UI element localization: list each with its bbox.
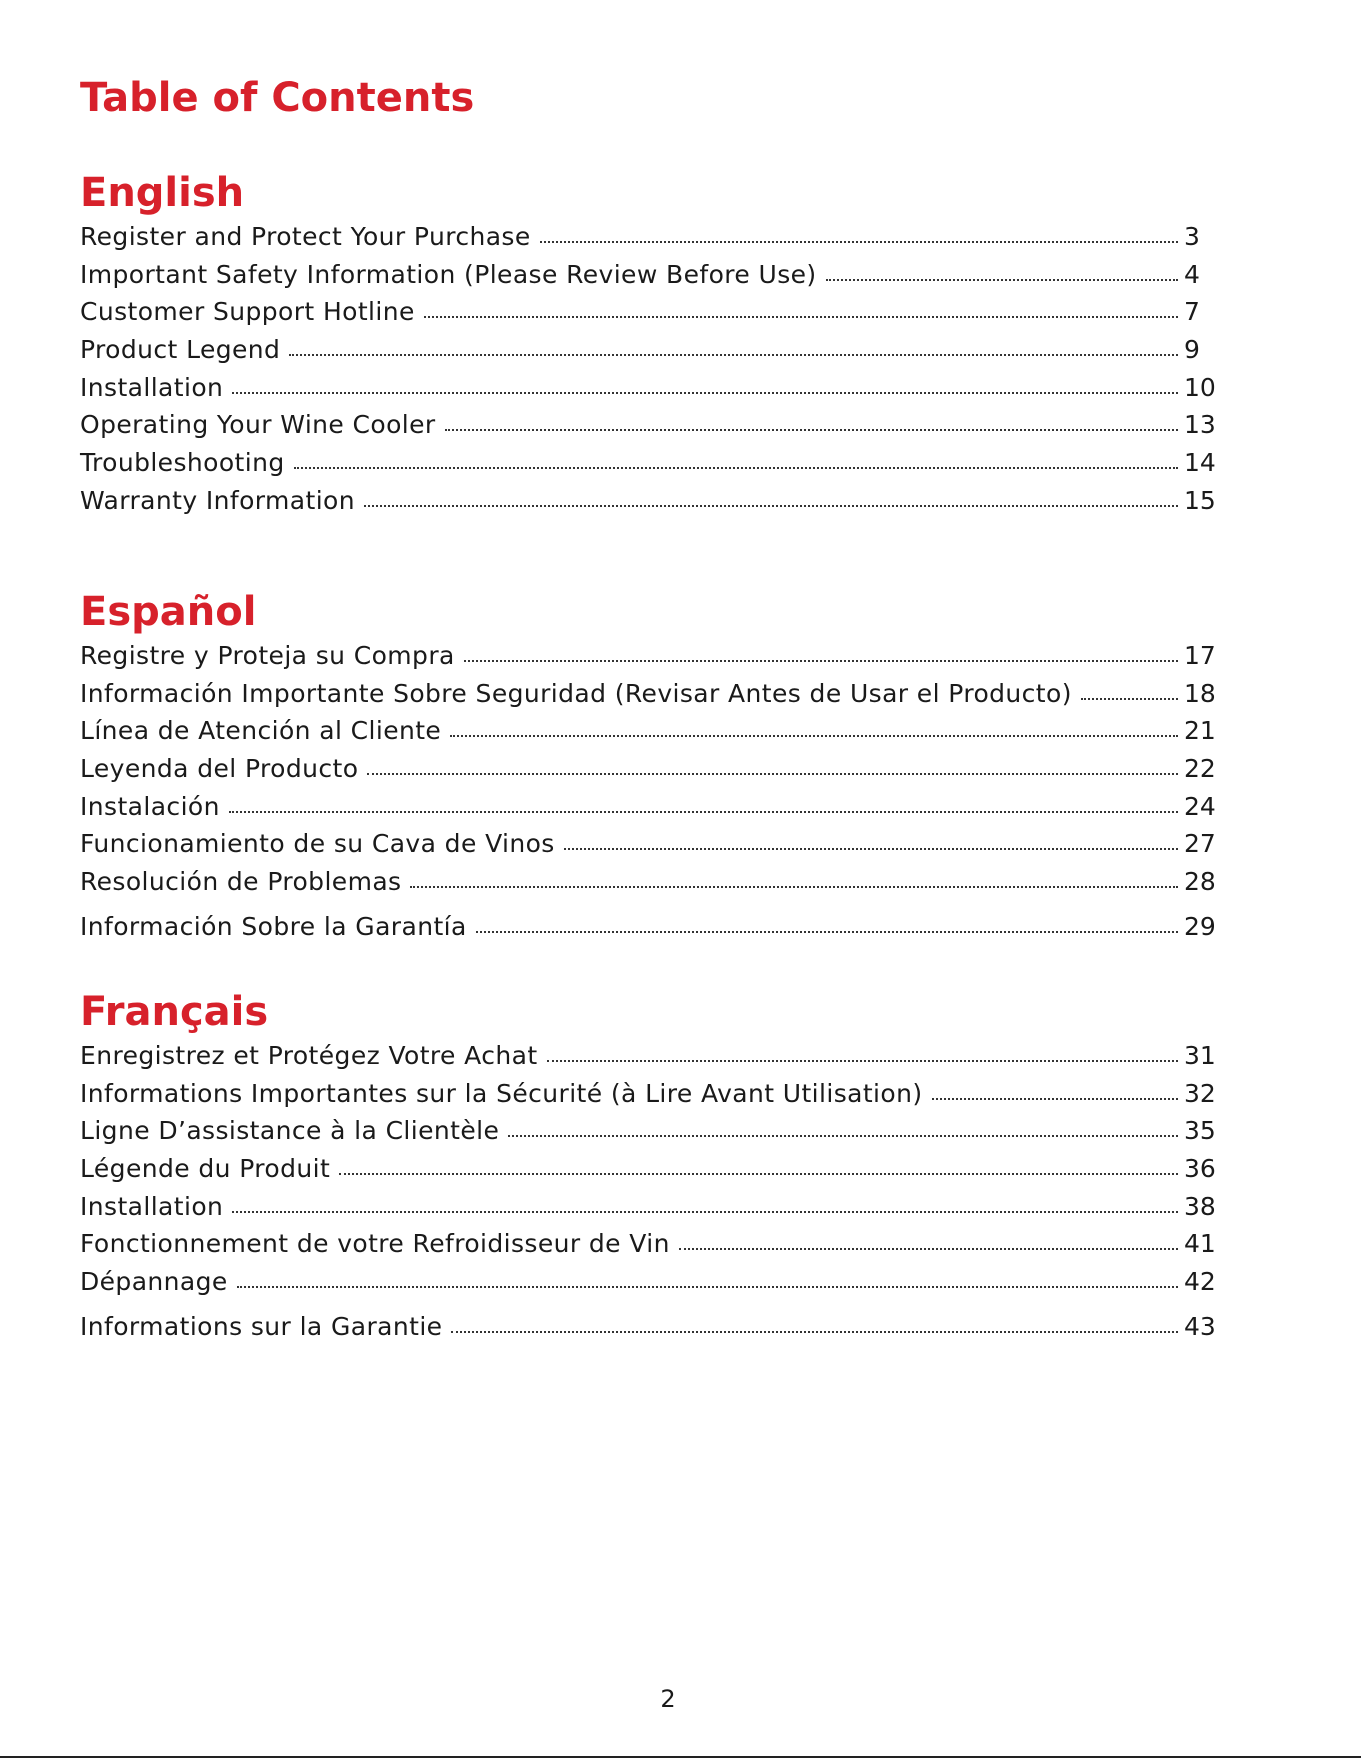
toc-entry-label: Leyenda del Producto (80, 754, 359, 784)
toc-entry-label: Funcionamiento de su Cava de Vinos (80, 829, 555, 859)
toc-entry[interactable] (80, 1188, 1220, 1226)
dot-leader (364, 505, 1178, 507)
toc-entry-page: 41 (1184, 1229, 1216, 1259)
toc-entry-label: Información Importante Sobre Seguridad (Revisar Antes de Usar el Producto) (80, 678, 1072, 708)
toc-entry-page: 22 (1184, 754, 1216, 784)
toc-entry-page: 43 (1184, 1311, 1216, 1341)
toc-entry[interactable] (80, 444, 1220, 482)
dot-leader (464, 660, 1178, 662)
toc-entry-page: 13 (1184, 410, 1216, 440)
toc-entry[interactable] (80, 712, 1220, 750)
toc-list-english (80, 218, 1220, 520)
toc-entry-page: 36 (1184, 1154, 1216, 1184)
toc-entry[interactable] (80, 1037, 1220, 1075)
toc-entry[interactable] (80, 293, 1220, 331)
toc-entry-label: Enregistrez et Protégez Votre Achat (80, 1041, 538, 1070)
dot-leader (237, 1286, 1178, 1288)
dot-leader (508, 1135, 1178, 1137)
toc-entry[interactable] (80, 482, 1220, 520)
toc-entry-page: 10 (1184, 372, 1216, 402)
toc-entry[interactable] (80, 1075, 1220, 1113)
toc-entry-page: 42 (1184, 1267, 1216, 1297)
toc-entry-page: 14 (1184, 448, 1216, 478)
toc-entry-page: 4 (1184, 259, 1200, 289)
dot-leader (289, 354, 1178, 356)
toc-entry-page: 3 (1184, 222, 1200, 251)
toc-entry-label: Operating Your Wine Cooler (80, 410, 436, 440)
toc-entry-label: Instalación (80, 791, 220, 821)
dot-leader (450, 735, 1178, 737)
toc-entry-label: Troubleshooting (80, 448, 285, 478)
toc-entry[interactable] (80, 256, 1220, 294)
toc-section-english (80, 168, 1220, 520)
toc-entry[interactable] (80, 908, 1220, 946)
toc-entry-page: 29 (1184, 911, 1216, 941)
toc-entry[interactable] (80, 750, 1220, 788)
toc-entry-label: Registre y Proteja su Compra (80, 641, 455, 670)
toc-entry-label: Información Sobre la Garantía (80, 911, 467, 941)
dot-leader (547, 1060, 1178, 1062)
dot-leader (476, 931, 1178, 933)
toc-entry-page: 7 (1184, 297, 1200, 327)
dot-leader (232, 392, 1178, 394)
toc-entry-label: Ligne D’assistance à la Clientèle (80, 1116, 500, 1146)
toc-entry-page: 9 (1184, 335, 1200, 365)
toc-entry-page: 24 (1184, 791, 1216, 821)
toc-entry-page: 18 (1184, 678, 1216, 708)
toc-entry[interactable] (80, 637, 1220, 675)
toc-entry-page: 21 (1184, 716, 1216, 746)
toc-entry-page: 17 (1184, 641, 1216, 670)
toc-entry-label: Warranty Information (80, 485, 355, 515)
toc-list-espanol (80, 637, 1220, 946)
toc-entry[interactable] (80, 331, 1220, 369)
dot-leader (229, 811, 1178, 813)
toc-entry-page: 38 (1184, 1191, 1216, 1221)
toc-entry-label: Línea de Atención al Cliente (80, 716, 442, 746)
toc-entry-page: 15 (1184, 485, 1216, 515)
toc-entry-page: 28 (1184, 867, 1216, 897)
toc-entry-label: Product Legend (80, 335, 281, 365)
toc-entry-label: Informations Importantes sur la Sécurité (à Lire Avant Utilisation) (80, 1078, 923, 1108)
toc-entry-label: Fonctionnement de votre Refroidisseur de Vin (80, 1229, 670, 1259)
toc-entry-label: Dépannage (80, 1267, 228, 1297)
dot-leader (424, 316, 1178, 318)
dot-leader (540, 241, 1178, 243)
section-heading-english: English (80, 170, 245, 216)
toc-entry-label: Installation (80, 1191, 224, 1221)
dot-leader (339, 1173, 1178, 1175)
toc-entry[interactable] (80, 1150, 1220, 1188)
toc-entry-label: Register and Protect Your Purchase (80, 222, 531, 251)
toc-entry[interactable] (80, 675, 1220, 713)
bottom-divider (0, 1756, 1361, 1758)
toc-entry-label: Resolución de Problemas (80, 867, 402, 897)
toc-entry-label: Informations sur la Garantie (80, 1311, 443, 1341)
toc-entry-page: 35 (1184, 1116, 1216, 1146)
toc-entry-label: Important Safety Information (Please Review Before Use) (80, 259, 817, 289)
toc-entry[interactable] (80, 863, 1220, 901)
dot-leader (932, 1098, 1179, 1100)
toc-entry[interactable] (80, 369, 1220, 407)
toc-entry-label: Customer Support Hotline (80, 297, 415, 327)
dot-leader (451, 1331, 1178, 1333)
toc-entry[interactable] (80, 1112, 1220, 1150)
section-heading-espanol: Español (80, 589, 257, 635)
dot-leader (410, 886, 1178, 888)
dot-leader (294, 467, 1178, 469)
toc-entry-page: 32 (1184, 1078, 1216, 1108)
dot-leader (367, 773, 1178, 775)
section-heading-francais: Français (80, 989, 269, 1035)
toc-entry-page: 27 (1184, 829, 1216, 859)
toc-entry[interactable] (80, 788, 1220, 826)
toc-section-francais (80, 987, 1220, 1346)
dot-leader (679, 1248, 1178, 1250)
toc-entry[interactable] (80, 825, 1220, 863)
dot-leader (1081, 698, 1178, 700)
dot-leader (564, 848, 1178, 850)
toc-entry[interactable] (80, 1225, 1220, 1263)
toc-entry[interactable] (80, 406, 1220, 444)
toc-entry[interactable] (80, 1308, 1220, 1346)
dot-leader (445, 429, 1178, 431)
toc-entry[interactable] (80, 1263, 1220, 1301)
toc-entry-label: Légende du Produit (80, 1154, 331, 1184)
toc-entry-page: 31 (1184, 1041, 1216, 1070)
page-title: Table of Contents (80, 75, 475, 121)
dot-leader (232, 1211, 1178, 1213)
toc-list-francais (80, 1037, 1220, 1346)
toc-entry[interactable] (80, 218, 1220, 256)
dot-leader (826, 279, 1178, 281)
toc-section-espanol (80, 587, 1220, 946)
toc-entry-label: Installation (80, 372, 224, 402)
page-number: 2 (660, 1685, 676, 1713)
